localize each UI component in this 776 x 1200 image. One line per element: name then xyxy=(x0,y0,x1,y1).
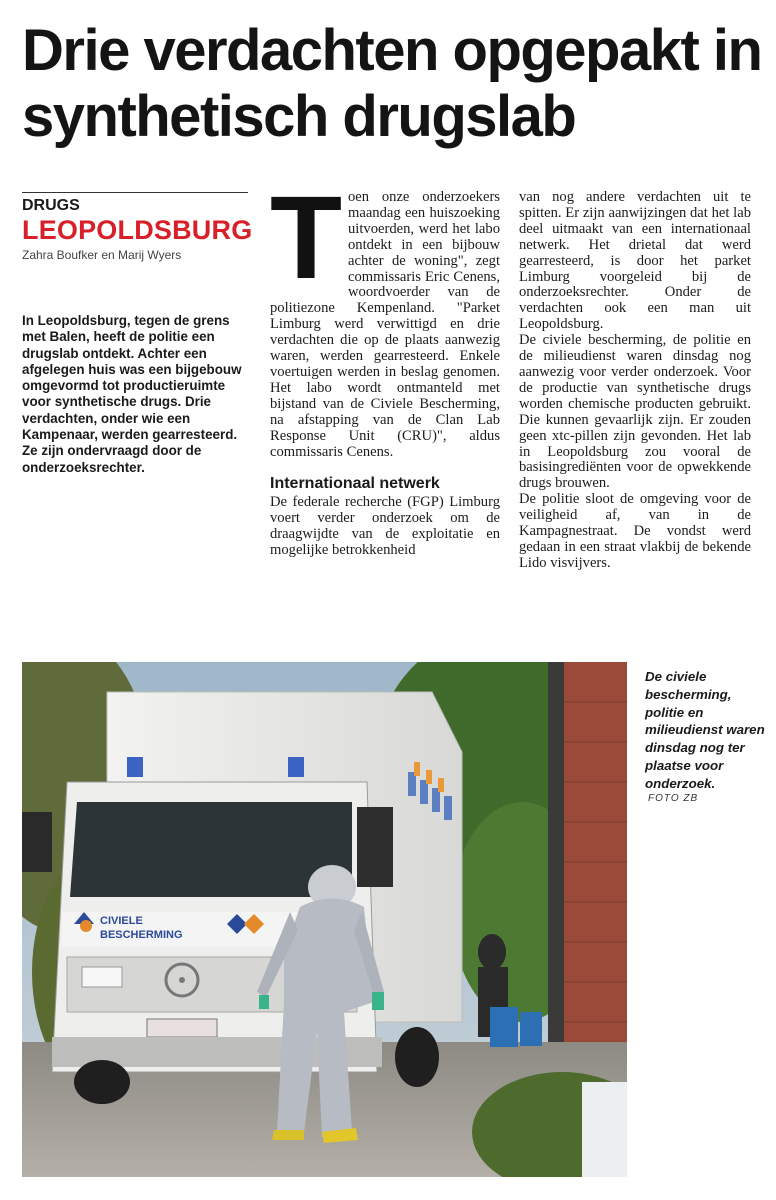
truck-label-line2: BESCHERMING xyxy=(100,929,183,941)
article-column-2 xyxy=(519,190,751,572)
body-paragraph-5: De politie sloot de omgeving voor de veiligheid af, van in de Kampagnestraat. De vondst werd gedaan in een straat vlakbij de bekende Lido visvijvers. xyxy=(519,491,751,571)
photo-illustration xyxy=(22,662,627,1177)
location-label: LEOPOLDSBURG xyxy=(22,215,253,245)
lead-paragraph: In Leopoldsburg, tegen de grens met Balen, heeft de politie een drugslab ontdekt. Achter een afgelegen huis was een bijgebouw omgevormd tot productieruimte voor synthetische drugs. Drie verdachten, onder wie een Kampenaar, werden gearresteerd. Ze zijn ondervraagd door de onderzoeksrechter. xyxy=(22,313,242,475)
news-photo xyxy=(22,662,627,1177)
body-paragraph-1: oen onze onderzoekers maandag een huiszoeking uitvoerden, werd het labo ontdekt in een bijbouw achter de woning", zegt commissaris Eric Cenens, woordvoerder van de politiezone Kempenland. "Parket Limburg werd verwittigd en drie verdachten die op de plaats aanwezig waren, werden gearresteerd. Enkele voertuigen werden in beslag genomen. Het labo wordt ontmanteld met bijstand van de Civiele Bescherming, na afstapping van de Clan Lab Response Unit (CRU)", aldus commissaris Cenens. xyxy=(270,189,500,460)
article-column-1 xyxy=(270,172,500,559)
subheading: Internationaal netwerk xyxy=(270,475,440,493)
byline-box xyxy=(22,192,253,263)
headline: Drie verdachten opgepakt in synthetisch drugslab xyxy=(22,18,762,149)
body-paragraph-3: van nog andere verdachten uit te spitten. Er zijn aanwijzingen dat het lab deel uitmaakt van een internationaal netwerk. Het drietal dat werd gearresteerd, is door het parket Limburg voorgeleid bij de onderzoeksrechter. Onder de verdachten ook een man uit Leopoldsburg. xyxy=(519,189,751,333)
photo-credit: FOTO ZB xyxy=(648,793,699,804)
truck-label-line1: CIVIELE xyxy=(100,915,143,927)
author-byline: Zahra Boufker en Marij Wyers xyxy=(22,248,182,262)
photo-caption: De civiele bescherming, politie en milieudienst waren dinsdag nog ter plaatse voor onderzoek. xyxy=(645,669,765,791)
body-paragraph-4: De civiele bescherming, de politie en de milieudienst waren dinsdag nog aanwezig voor verder onderzoek. Voor de productie van synthetische drugs worden chemische producten gebruikt. Die kunnen gevaarlijk zijn. Er zouden geen xtc-pillen zijn gevonden. Het lab in Leopoldsburg zou vooral de basisingrediënten voor de opwekkende drugs brouwen. xyxy=(519,332,751,492)
drop-cap: T xyxy=(270,172,343,304)
body-paragraph-2: De federale recherche (FGP) Limburg voert verder onderzoek om de draagwijdte van de exploitatie en mogelijke betrokkenheid xyxy=(270,494,500,559)
section-kicker: DRUGS xyxy=(22,197,80,214)
